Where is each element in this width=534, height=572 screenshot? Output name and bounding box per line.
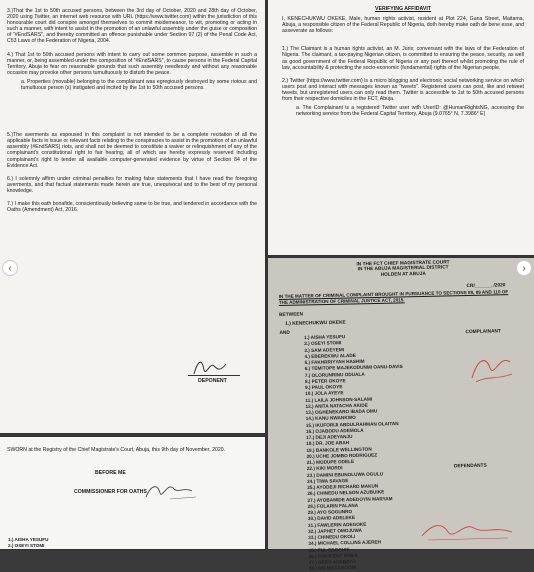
verifying-affidavit-heading: VERIFYING AFFIDAVIT [375,6,431,12]
defendant-list-item: 36.) INNOCENT IDIBIA [308,552,358,559]
defendant-list-item: 21.) MODUPE ODELE [306,458,355,465]
defendant-list-item: 4.) EBEREKWU ALADE [304,352,356,359]
sworn-text: SWORN at the Registry of the Chief Magistrate's Court, Abuja, this 9th day of November, 2020. [7,447,226,453]
intro-paragraph: I, KENECHUKWU OKEKE, Male, human rights activist, resident at Plot 224, Gana Street, Maitama, Abuja, a responsible citizen of the Federal Republic of Nigeria, doth hereby make oath de bene esse, and asseverate as follows: [282,16,524,35]
defendant-list-item: 32.) JAPHET OMOJUWA [308,527,363,534]
paragraph-3: 3.)That the 1st to 50th accused persons, between the 3rd day of October, 2020 and 28th day of October, 2020 using Twitter, an internet web resource with URL (https://www.twitter.com) within the jurisdiction of this honourable court did conspire amongst themselves to commit misdemeanor, to wit, promoting or acting in such a manner, with intent to assist in the promotion of an unlawful assembly under the guise or composition of "#EndSARS", and thereby committed an offence punishable under Section 97 (2) of the Penal Code Act, C53 Laws of the Federation of Nigeria, 2004. [7,8,257,45]
defendant-list-item: 35.) FUL EDOCHIE [308,546,350,553]
complainant-name: 1.) KENECHUKWU OKEKE [285,320,346,327]
defendant-list-item: 17.) DEJI ADEYANJU [306,434,353,440]
defendants-label: DEFENDANTS [453,463,487,470]
defendant-list-item: 38.) MR MACAROONI [308,565,357,572]
defendant-list-item: 13.) OGHENEKARO IBADA OMU [305,408,378,415]
affidavit-paragraph-2a: a. The Complainant is a registered Twitter user with UserID: @HumanRightsNG, accessing the networking service from the Federal Capital Territory, Abuja (9.0765° N, 7.3986° E) [296,105,524,118]
defendant-list-item: 24.) TIWA SAVAGE [307,477,349,484]
and-label: AND [279,330,290,337]
commissioner-label: COMMISSIONER FOR OATHS [74,489,147,495]
affidavit-paragraph-2: 2.) Twitter (https://www.twitter.com) is a micro blogging and electronic social networking service on which users post and interact with messages known as "tweets". Registered users can post, like and retweet tweets, but unregistered users can only read them. Twitter is accessible to 1st to 50th accused persons from their respective domiciles in the FCT, Abuja. [282,77,524,103]
defendant-list-item: 7.) OLORUNRINU ODUALA [304,371,365,378]
defendant-list-item: 2.) OSEYI STOMI [304,340,342,347]
defendant-list-item: 23.) DAMINI EBUNOLUWA OGULU [306,470,384,478]
charge-number: CR/_______/2020 [466,283,506,290]
defendant-list-item: 30.) DAVID ADELEKE [307,515,356,522]
signature-line [188,375,240,376]
defendant-list-item: 33.) CHINEDU OKOLI [308,533,356,540]
defendant-list-item: 34.) MICHAEL COLLINS AJEREH [308,539,382,547]
defendant-list-item: 18.) DR. JOE ABAH [306,440,350,447]
footer-name-1: 1.) AISHA YESUFU [8,537,49,542]
defendant-list-item: 20.) UCHE JOMBO RODRIGUEZ [306,452,378,459]
defendant-list-item: 26.) CHINEDU NELSON AZUBUIKE [307,489,385,497]
footer-name-2: 2.) OSEYI STOMI [8,542,45,548]
deponent-label: DEPONENT [198,378,227,384]
matter-heading: IN THE MATTER OF CRIMINAL COMPLAINT BROUGHT IN PURSUANCE TO SECTIONS 88, 89 AND 110 OF THE ADMINISTRATION OF CRIMINAL JUSTICE ACT, 2015. [278,289,509,305]
between-label: BETWEEN [279,312,304,319]
defendant-list-item: 3.) SAM ADEYEMI [304,346,345,353]
paragraph-4: 4.) That 1st to 50th accused persons with intent to carry out some common purpose, assemble in such a manner, or, being assembled under the composition of "#EndSARS", to cause persons in the Federal Capital Territory, Abuja to fear on reasonable grounds that such assembly needlessly and without any reasonable occasion may provoke other persons tumultuously to disturb the peace. [7,51,257,76]
defendant-list-item: 16.) OJABODU ADEMOLA [305,427,364,434]
court-line-1: IN THE FCT CHIEF MAGISTRATE COURT [356,260,450,268]
before-me-label: BEFORE ME [95,470,126,476]
document-photo-charge-sheet [268,258,534,572]
commissioner-signature [140,477,200,503]
defendant-list-item: 25.) AYODEJI RICHARD MAKUN [307,483,379,490]
defendant-list-item: 37.) DEBO ADEBAYO [308,558,356,565]
document-page-verifying-affidavit [268,0,534,255]
court-line-3: HOLDEN AT ABUJA [380,271,426,278]
paragraph-7: 7.) I make this oath bonafide, conscientiously believing same to be true, and tendered in accordance with the Oaths (Amendment) Act, 2016. [7,200,257,214]
defendant-list-item: 27.) AYOBAMIDE ADEDOYIN MARYAM [307,495,393,503]
affidavit-paragraph-1: 1.) The Claimant is a human rights activist, an M. Juris; conversant with the laws of the Federation of Nigeria. The claimant, a tax-paying Nigerian citizen, is committed to ensuring the peace, security, as well as good government of the Federal Republic of Nigeria or any part thereof whilst promoting the rule of law, accountability & protecting the socio-economic (fundamental) rights of the Nigerian people. [282,46,524,71]
red-signature-bottom [418,516,518,544]
defendant-list-item: 15.) IKUFORIJI ABDULRAHMAN OLAITAN [305,420,399,428]
defendant-list-item: 19.) BANKOLE WELLINGTON [306,446,372,453]
paragraph-4a: a. Properties (movable) belonging to the complainant was egregiously destroyed by some riotous and tumultuous person (s) instigated and incited by the 1st to 50th accused persons. [21,78,257,92]
court-line-2: IN THE ABUJA MAGISTERIAL DISTRICT [357,265,449,273]
defendant-list-item: 31.) FAWLERIN ADEGOKE [307,521,367,528]
defendant-list-item: 10.) JOLA AYEYE [305,390,344,397]
defendant-list-item: 6.) TEMITOPE MAJEKODUNMI OANU-DAVIS [304,364,403,372]
defendant-list-item: 5.) FAKHRRIYYAH HASHIM [304,358,365,365]
document-page-sworn [0,437,265,549]
defendant-list-item: 8.) PETER OKOYE [304,377,346,384]
previous-arrow-icon[interactable]: ‹ [2,260,18,276]
defendant-list-item: 29.) AYO SOGUNRO [307,509,353,515]
defendant-list-item: 12.) ANITA NATACHA AKIDE [305,402,368,409]
complainant-label: COMPLAINANT [465,329,501,336]
document-page-affidavit-continued [0,0,265,433]
defendant-list-item: 28.) FOLARIN FALANA [307,502,359,509]
defendant-list-item: 9.) PAUL OKOYE [305,384,343,390]
defendant-list-item: 14.) KANU NWANKWO [305,415,356,422]
paragraph-6: 6.) I solemnly affirm under criminal penalties for making false statements that I have read the foregoing averments, and that factual statements made herein are true, unequivocal and to the best of my personal knowledge. [7,175,257,194]
defendant-list-item: 22.) KIKI MORDI [306,465,343,472]
defendant-list-item: 11.) LAILA JOHNSON-SALAMI [305,396,373,403]
next-arrow-icon[interactable]: › [516,260,532,276]
paragraph-5: 5.)The averments as espoused in this complaint is not intended to be a complete recitation of all the applicable facts in issue or relevant facts relating to the conspiracies to assist in the promotion of an unlawful assembly (#EndSARS) riots, and shall not be deemed to constitute a waiver or relinquishment of any of the complainant's constitutional right to fair hearing, all of which are hereby expressly reserved including complainant's right to tender all available computer-generated evidence by virtue of Section 84 of the Evidence Act. [7,132,257,169]
red-signature-stamp [466,348,516,388]
defendant-list-item: 1.) AISHA YESUFU [304,334,346,340]
